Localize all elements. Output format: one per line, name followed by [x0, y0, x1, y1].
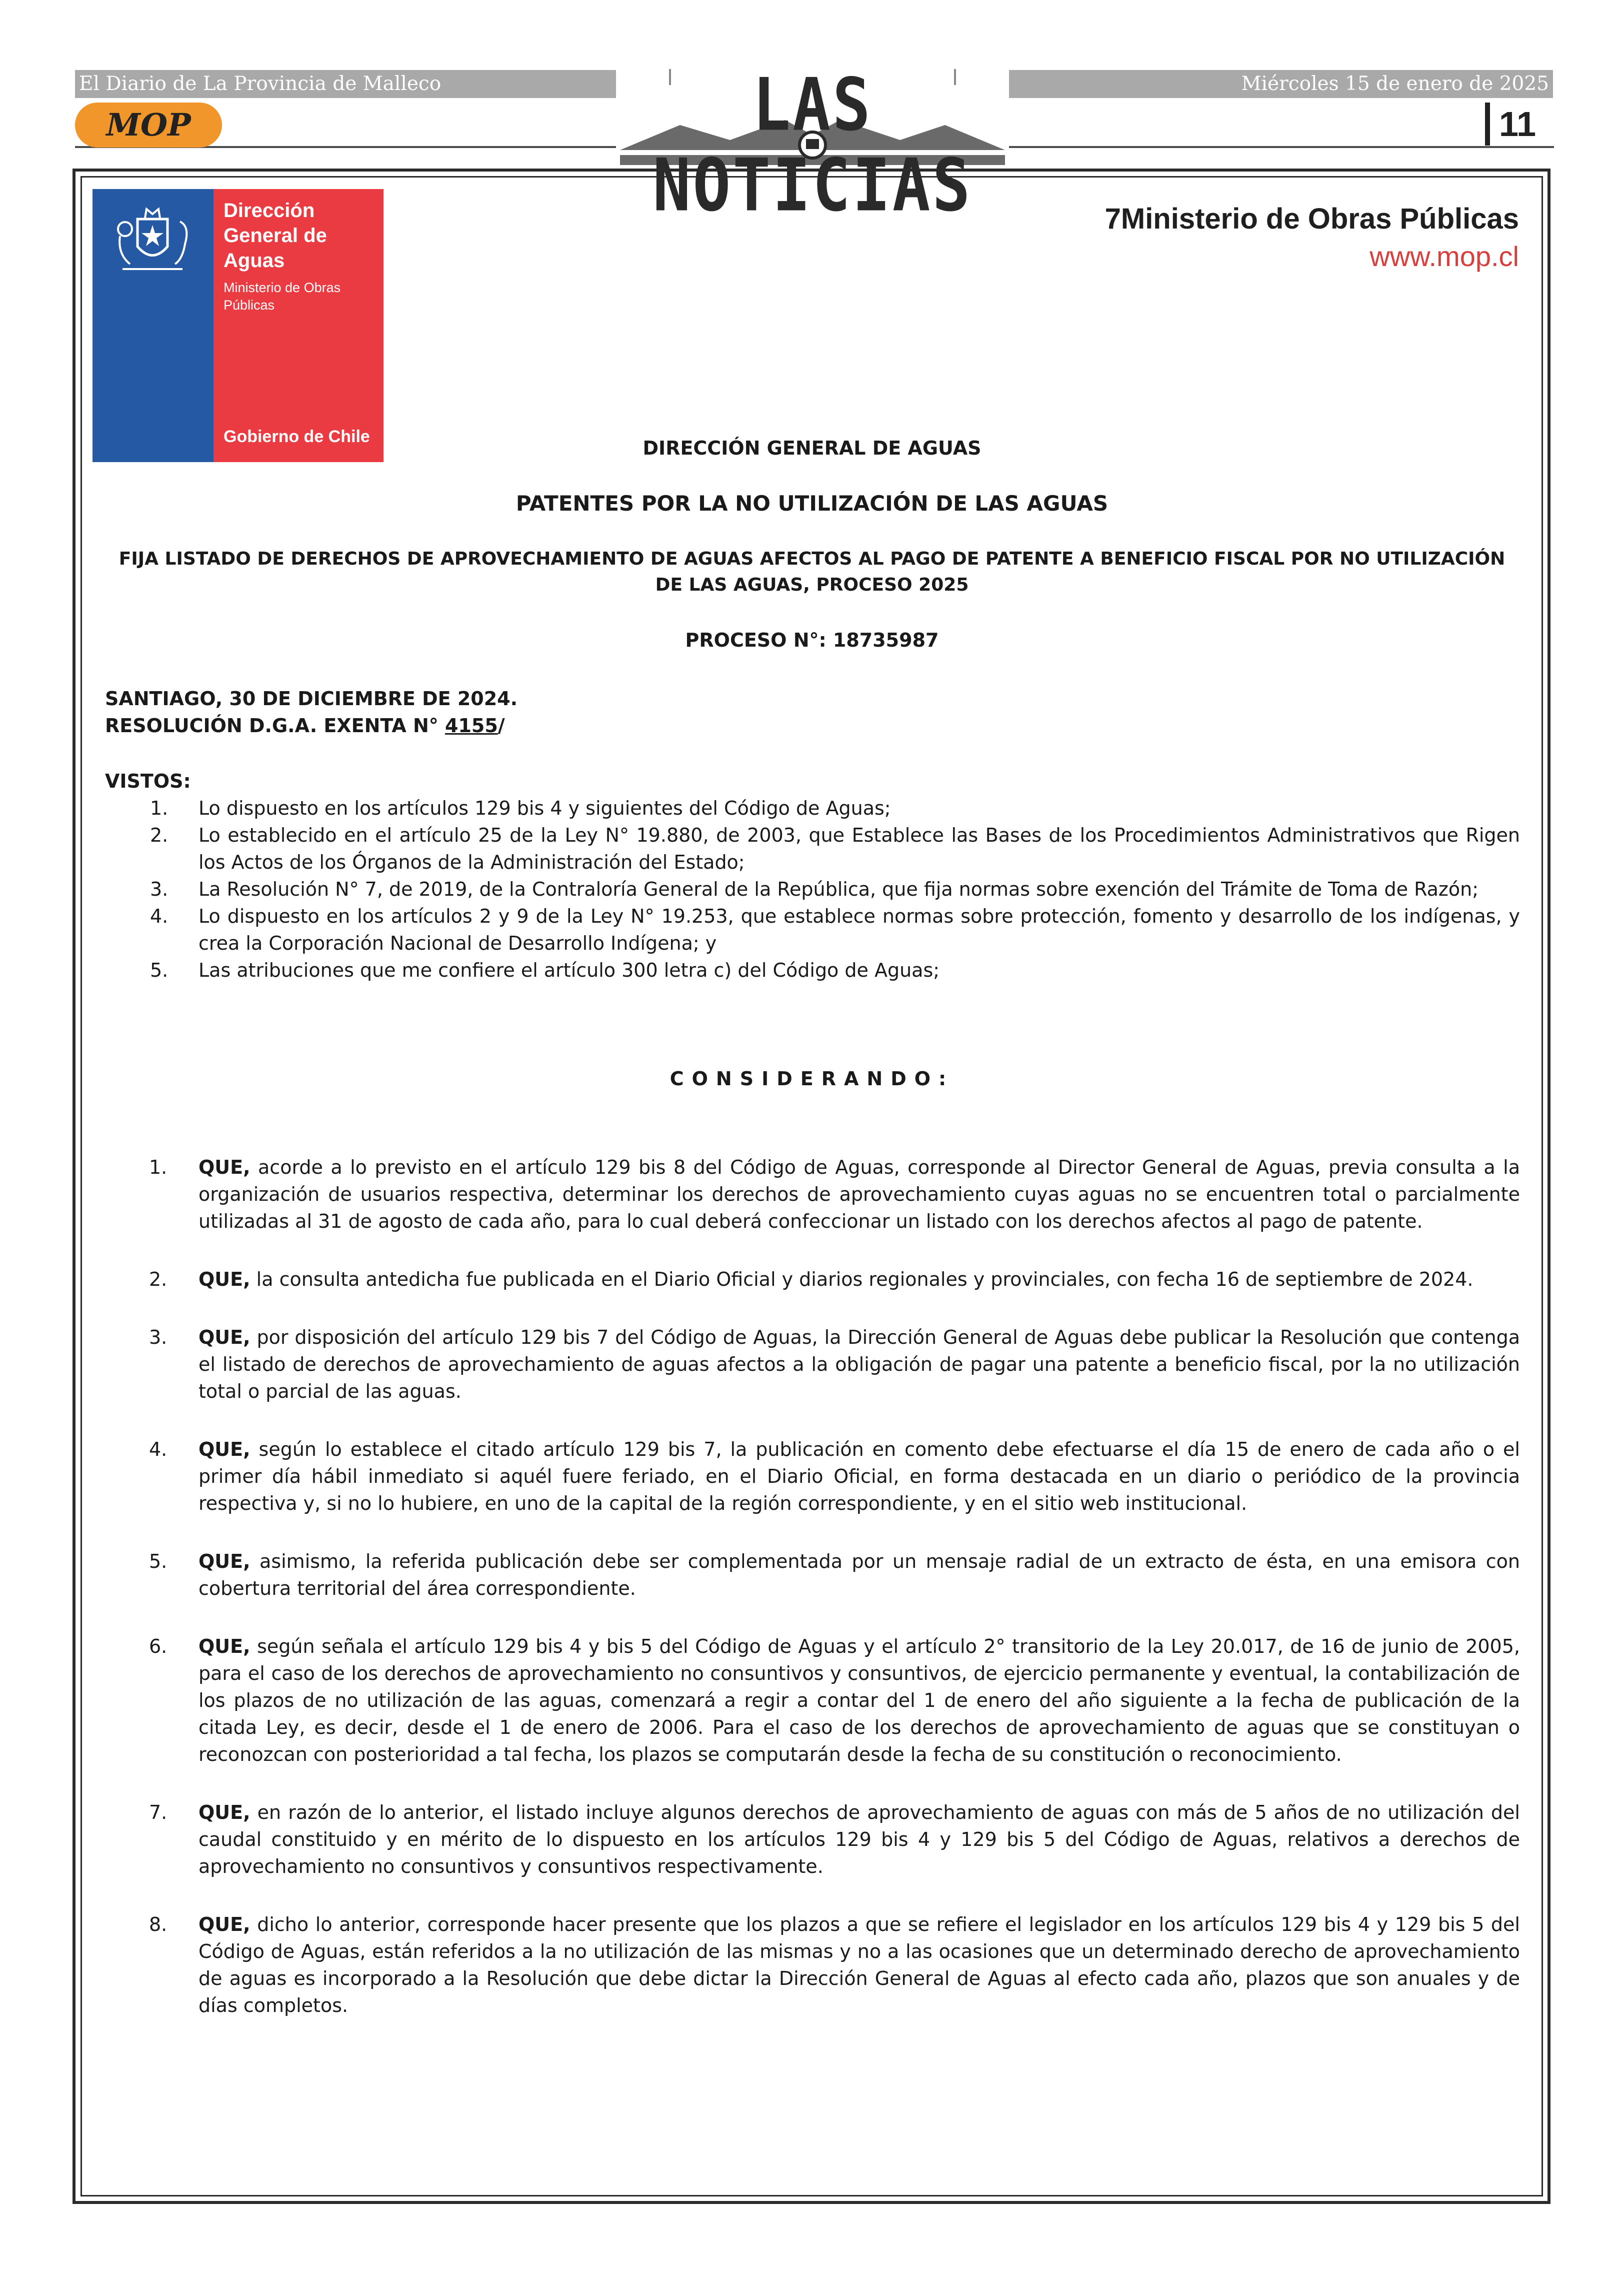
- considerando-item: [105, 1911, 1520, 2019]
- item-text: según señala el artículo 129 bis 4 y bis 5 del Código de Aguas y el artículo 2° transitorio de la Ley 20.017, de 16 de junio de 2005, para el caso de los derechos de aprovechamiento no consuntivos y consuntivos, de ejercicio permanente y eventual, la contabilización de los plazos de no utilización de las aguas, comenzará a regir a contar del 1 de enero del año siguiente a la fecha de publicación de la citada Ley, es decir, desde el 1 de enero de 2006. Para el caso de los derechos de aprovechamiento de aguas que se constituyan o reconozcan con posterioridad a tal fecha, los plazos se computarán desde la fecha de su constitución o reconocimiento.: [198, 1635, 1520, 1765]
- dga-logo-name: Dirección General de Aguas: [224, 200, 327, 272]
- ministry-name: 7Ministerio de Obras Públicas: [1104, 203, 1519, 235]
- summary-title: FIJA LISTADO DE DERECHOS DE APROVECHAMIENTO DE AGUAS AFECTOS AL PAGO DE PATENTE A BENEFICIO FISCAL POR NO UTILIZACIÓN DE LAS AGUAS, PROCESO 2025: [118, 549, 1506, 595]
- item-number: 1.: [149, 1156, 168, 1178]
- item-text: La Resolución N° 7, de 2019, de la Contraloría General de la República, que fija normas sobre exención del Trámite de Toma de Razón;: [198, 878, 1479, 900]
- item-number: 5.: [149, 1550, 168, 1572]
- vistos-list: [105, 795, 1520, 984]
- item-lead: QUE,: [198, 1550, 250, 1572]
- considerando-item: [105, 1799, 1520, 1880]
- item-text: la consulta antedicha fue publicada en el Diario Oficial y diarios regionales y provinciales, con fecha 16 de septiembre de 2024.: [250, 1268, 1474, 1290]
- item-lead: QUE,: [198, 1326, 250, 1348]
- item-number: 3.: [149, 1326, 168, 1348]
- item-number: 6.: [149, 1635, 168, 1657]
- dga-logo-blue-panel: [92, 189, 214, 462]
- section-badge-label: MOP: [106, 107, 191, 143]
- newspaper-name: LAS NOTICIAS: [652, 62, 972, 228]
- resolution-number-value: 4155: [445, 715, 498, 737]
- vistos-item: [105, 795, 1520, 822]
- item-number: 8.: [149, 1913, 168, 1935]
- considerando-item: [105, 1266, 1520, 1293]
- item-text: Lo dispuesto en los artículos 2 y 9 de la Ley N° 19.253, que establece normas sobre protección, fomento y desarrollo de los indígenas, y crea la Corporación Nacional de Desarrollo Indígena; y: [198, 905, 1520, 954]
- ministry-website: www.mop.cl: [1370, 241, 1519, 272]
- item-lead: QUE,: [198, 1801, 250, 1823]
- item-text: Las atribuciones que me confiere el artículo 300 letra c) del Código de Aguas;: [198, 959, 940, 981]
- considerando-heading: CONSIDERANDO:: [670, 1068, 954, 1090]
- considerando-item: [105, 1548, 1520, 1602]
- item-text: Lo dispuesto en los artículos 129 bis 4 y siguientes del Código de Aguas;: [198, 797, 891, 819]
- item-lead: QUE,: [198, 1438, 250, 1460]
- considerando-list: [105, 1154, 1520, 2050]
- item-lead: QUE,: [198, 1635, 250, 1657]
- vistos-item: [105, 876, 1520, 903]
- considerando-item: [105, 1436, 1520, 1517]
- item-lead: QUE,: [198, 1913, 250, 1935]
- vistos-item: [105, 822, 1520, 876]
- vistos-item: [105, 903, 1520, 957]
- agency-title: DIRECCIÓN GENERAL DE AGUAS: [642, 437, 982, 459]
- subject-title: PATENTES POR LA NO UTILIZACIÓN DE LAS AGUAS: [516, 491, 1108, 516]
- dga-logo-government: Gobierno de Chile: [224, 427, 370, 446]
- item-number: 4.: [149, 1438, 168, 1460]
- place-date: SANTIAGO, 30 DE DICIEMBRE DE 2024.: [105, 688, 518, 710]
- section-badge: [75, 103, 222, 148]
- item-text: Lo establecido en el artículo 25 de la Ley N° 19.880, de 2003, que Establece las Bases de los Procedimientos Administrativos que Rigen los Actos de los Órganos de la Administración del Estado;: [198, 824, 1520, 873]
- item-text: en razón de lo anterior, el listado incluye algunos derechos de aprovechamiento de aguas con más de 5 años de no utilización del caudal constituido y en mérito de lo dispuesto en los artículos 129 bis 4 y 129 bis 5 del Código de Aguas, relativos a derechos de aprovechamiento no consuntivos y consuntivos respectivamente.: [198, 1801, 1520, 1877]
- newspaper-tagline: El Diario de La Provincia de Malleco: [79, 73, 442, 95]
- considerando-item: [105, 1633, 1520, 1768]
- dga-logo: [92, 189, 384, 462]
- page-number-separator: [1485, 103, 1490, 146]
- masthead-rule-right: [1009, 146, 1554, 148]
- resolution-number-suffix: /: [498, 715, 505, 737]
- item-text: acorde a lo previsto en el artículo 129 bis 8 del Código de Aguas, corresponde al Director General de Aguas, previa consulta a la organización de usuarios respectiva, determinar los derechos de aprovechamiento cuyas aguas no se encuentren total o parcialmente utilizadas al 31 de agosto de cada año, para lo cual deberá confeccionar un listado con los derechos afectos al pago de patente.: [198, 1156, 1520, 1232]
- item-text: asimismo, la referida publicación debe ser complementada por un mensaje radial de un extracto de ésta, en una emisora con cobertura territorial del área correspondiente.: [198, 1550, 1520, 1599]
- masthead-left-bar: [75, 70, 616, 98]
- item-lead: QUE,: [198, 1268, 250, 1290]
- process-number: PROCESO N°: 18735987: [685, 629, 939, 651]
- dga-logo-subtitle: Ministerio de Obras Públicas: [224, 280, 341, 313]
- item-number: 2.: [150, 824, 168, 846]
- coat-of-arms-icon: [102, 199, 202, 279]
- considerando-item: [105, 1154, 1520, 1235]
- vistos-heading: VISTOS:: [105, 770, 191, 792]
- masthead-right-bar: [1009, 70, 1553, 98]
- item-text: dicho lo anterior, corresponde hacer presente que los plazos a que se refiere el legislador en los artículos 129 bis 4 y 129 bis 5 del Código de Aguas, están referidos a la no utilización de las mismas y no a las ocasiones que un determinado derecho de aprovechamiento de aguas es incorporado a la Resolución que debe dictar la Dirección General de Aguas al efecto cada año, plazos que son anuales y de días completos.: [198, 1913, 1520, 2016]
- item-text: por disposición del artículo 129 bis 7 del Código de Aguas, la Dirección General de Aguas debe publicar la Resolución que contenga el listado de derechos de aprovechamiento de aguas afectos a la obligación de pagar una patente a beneficio fiscal, por la no utilización total o parcial de las aguas.: [198, 1326, 1520, 1402]
- issue-date: Miércoles 15 de enero de 2025: [1241, 73, 1549, 95]
- item-number: 3.: [150, 878, 168, 900]
- newspaper-logo: [620, 62, 1005, 228]
- page-number: 11: [1499, 105, 1536, 144]
- item-lead: QUE,: [198, 1156, 250, 1178]
- resolution-number-prefix: RESOLUCIÓN D.G.A. EXENTA N°: [105, 715, 446, 737]
- considerando-item: [105, 1324, 1520, 1405]
- item-number: 4.: [150, 905, 168, 927]
- resolution-number: [105, 712, 505, 739]
- item-number: 2.: [149, 1268, 168, 1290]
- vistos-item: [105, 957, 1520, 984]
- item-number: 7.: [149, 1801, 168, 1823]
- item-number: 5.: [150, 959, 168, 981]
- item-text: según lo establece el citado artículo 129 bis 7, la publicación en comento debe efectuarse el día 15 de enero de cada año o el primer día hábil inmediato si aquél fuere feriado, en el Diario Oficial, en forma destacada en un diario o periódico de la provincia respectiva y, si no lo hubiere, en uno de la capital de la región correspondiente, y en el sitio web institucional.: [198, 1438, 1520, 1514]
- item-number: 1.: [150, 797, 168, 819]
